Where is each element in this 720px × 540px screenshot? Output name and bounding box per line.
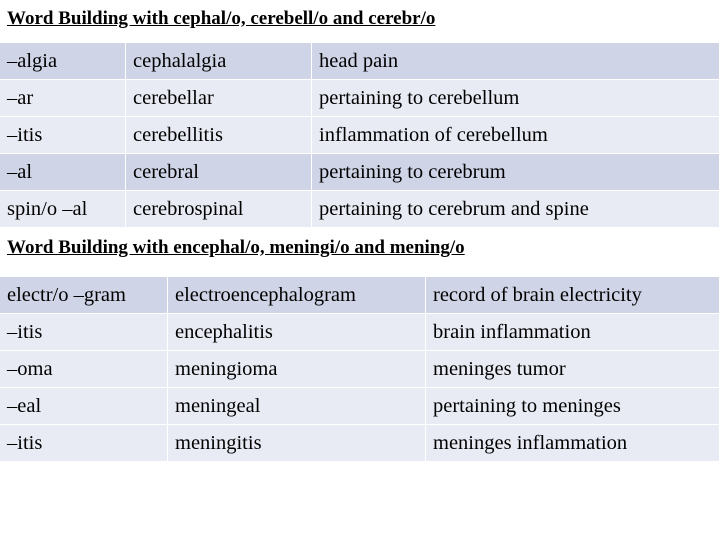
suffix-cell: –eal <box>0 388 168 425</box>
suffix-cell: –itis <box>0 314 168 351</box>
section-heading-encephal: Word Building with encephal/o, meningi/o and mening/o <box>7 237 465 258</box>
meaning-cell: pertaining to cerebrum <box>312 154 720 191</box>
suffix-cell: –oma <box>0 351 168 388</box>
term-cell: cerebrospinal <box>126 191 312 228</box>
word-building-table-encephal <box>0 277 720 462</box>
table-row <box>0 277 720 314</box>
meaning-cell: head pain <box>312 43 720 80</box>
meaning-cell: brain inflammation <box>426 314 720 351</box>
meaning-cell: meninges inflammation <box>426 425 720 462</box>
term-cell: encephalitis <box>168 314 426 351</box>
term-cell: meningitis <box>168 425 426 462</box>
table-row <box>0 388 720 425</box>
meaning-cell: meninges tumor <box>426 351 720 388</box>
section-heading-cephal: Word Building with cephal/o, cerebell/o and cerebr/o <box>7 8 436 29</box>
suffix-cell: –ar <box>0 80 126 117</box>
term-cell: cephalalgia <box>126 43 312 80</box>
meaning-cell: pertaining to cerebellum <box>312 80 720 117</box>
suffix-cell: spin/o –al <box>0 191 126 228</box>
table-row <box>0 80 720 117</box>
suffix-cell: –itis <box>0 117 126 154</box>
suffix-cell: electr/o –gram <box>0 277 168 314</box>
term-cell: meningeal <box>168 388 426 425</box>
table-row <box>0 43 720 80</box>
table-row <box>0 314 720 351</box>
suffix-cell: –algia <box>0 43 126 80</box>
suffix-cell: –itis <box>0 425 168 462</box>
term-cell: electroencephalogram <box>168 277 426 314</box>
table-row <box>0 117 720 154</box>
term-cell: cerebellitis <box>126 117 312 154</box>
suffix-cell: –al <box>0 154 126 191</box>
term-cell: cerebellar <box>126 80 312 117</box>
table-row <box>0 351 720 388</box>
meaning-cell: record of brain electricity <box>426 277 720 314</box>
term-cell: cerebral <box>126 154 312 191</box>
word-building-table-cephal <box>0 43 720 228</box>
term-cell: meningioma <box>168 351 426 388</box>
table-row <box>0 191 720 228</box>
meaning-cell: pertaining to meninges <box>426 388 720 425</box>
table-row <box>0 154 720 191</box>
meaning-cell: inflammation of cerebellum <box>312 117 720 154</box>
meaning-cell: pertaining to cerebrum and spine <box>312 191 720 228</box>
table-row <box>0 425 720 462</box>
